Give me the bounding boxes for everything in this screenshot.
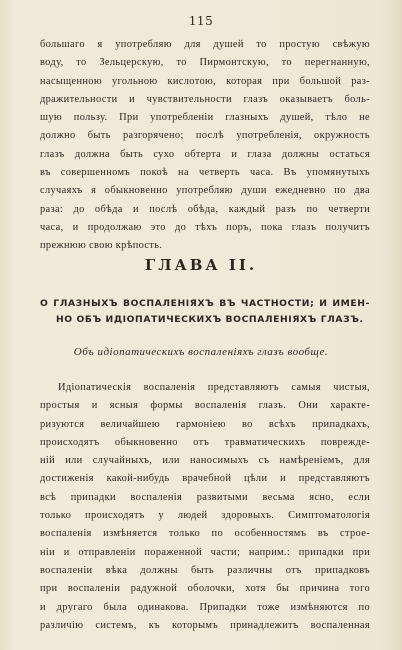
text-line: происходятъ обыкновенно отъ травматическихъ поврежде- bbox=[40, 436, 370, 448]
text-line: дражительности и чувствительности глазъ оказываетъ боль- bbox=[40, 93, 370, 105]
text-line: достиженія какой-нибудь врачебной цѣли и представляютъ bbox=[40, 473, 370, 485]
text-line: прежнюю свою крѣпость. bbox=[40, 240, 163, 252]
paragraph bbox=[40, 379, 370, 635]
text-line: воспаленія измѣняется только по особенностямъ въ строе- bbox=[40, 528, 370, 540]
text-line: большаго я употребляю для душей то простую свѣжую bbox=[40, 39, 370, 50]
text-line: часа, и продолжаю это до тѣхъ поръ, пока глазъ получитъ bbox=[40, 221, 370, 233]
text-line: при воспаленіи радужной оболочки, хотя бы причина того bbox=[40, 583, 370, 595]
text-line: насыщенною угольною кислотою, которая при большой раз- bbox=[40, 75, 370, 87]
heading-line: НО ОБЪ ИДІОПАТИЧЕСКИХЪ ВОСПАЛЕНІЯХЪ ГЛАЗЪ. bbox=[56, 314, 364, 325]
text-line: ній или случайныхъ, или наносимыхъ съ намѣреніемъ, для bbox=[40, 455, 370, 467]
paragraph-continued bbox=[40, 36, 370, 256]
text-line: простыя и ясныя формы воспаленія глазъ. Они характе- bbox=[40, 400, 370, 412]
section-heading bbox=[40, 296, 370, 328]
text-line: случаяхъ я обыкновенно употребляю души ежедневно по два bbox=[40, 185, 370, 197]
chapter-title: ГЛАВА II. bbox=[144, 256, 258, 274]
text-line: должно быть разгорячено; послѣ употребленія, окружность bbox=[40, 130, 370, 142]
text-line: воду, то Зельцерскую, то Пирмонтскую, то перегнанную, bbox=[40, 57, 370, 69]
text-line: воспаленіи вѣка должны быть различны отъ припадковъ bbox=[40, 564, 370, 576]
text-line: только происходятъ у людей здоровыхъ. Симптоматологія bbox=[40, 510, 370, 522]
text-line: раза: до обѣда и послѣ обѣда, каждый разъ по четверти bbox=[40, 203, 370, 215]
text-line: шую пользу. При употребленіи глазныхъ душей, тѣло не bbox=[40, 112, 370, 124]
text-line: Идіопатическія воспаленія представляютъ самыя чистыя, bbox=[58, 382, 370, 393]
section-subheading: Объ идіопатическихъ воспаленіяхъ глазъ вообще. bbox=[73, 346, 329, 358]
text-line: ризуются величайшею гармоніею во всѣхъ припадкахъ, bbox=[40, 418, 370, 430]
text-line: ніи и отправленіи пораженной части; наприм.: припадки при bbox=[40, 546, 370, 558]
text-line: и другаго была одинакова. Припадки тоже измѣняются по bbox=[40, 601, 370, 613]
text-line: въ совершенномъ покоѣ на четверть часа. Въ упомянутыхъ bbox=[40, 167, 370, 179]
text-line: различію системъ, къ которымъ принадлежитъ воспаленная bbox=[40, 619, 370, 631]
heading-line: О ГЛАЗНЫХЪ ВОСПАЛЕНІЯХЪ ВЪ ЧАСТНОСТИ; И ИМЕН- bbox=[40, 298, 370, 309]
page-number: 115 bbox=[188, 14, 214, 28]
text-line: всѣ припадки воспаленія развитыми весьма ясно, если bbox=[40, 491, 370, 503]
text-line: глазъ должна быть сухо обтерта и глаза должны остаться bbox=[40, 148, 370, 160]
